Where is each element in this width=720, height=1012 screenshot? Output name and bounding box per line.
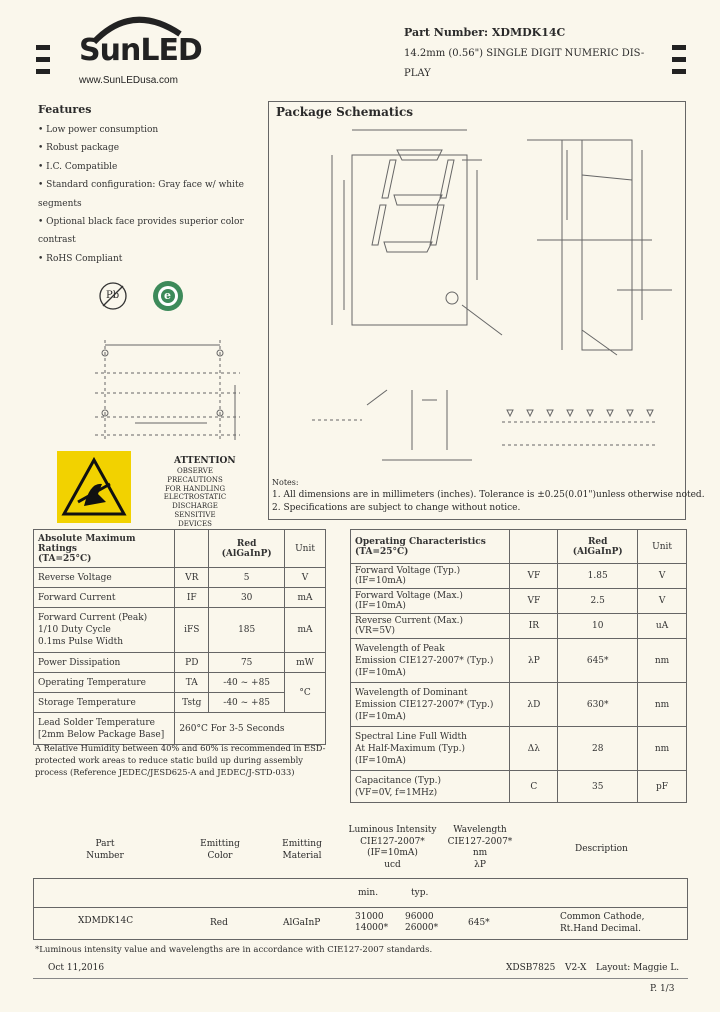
selection-header-intensity	[340, 825, 445, 871]
features-title: Features	[38, 103, 92, 116]
row-value: 1.85	[558, 564, 638, 589]
feature-item: contrast	[38, 235, 76, 246]
row-name	[351, 771, 510, 803]
row-name-line: Emission CIE127-2007* (Typ.)	[355, 699, 494, 710]
table-row	[34, 608, 326, 653]
row-symbol: VR	[175, 568, 209, 588]
table-row	[351, 614, 687, 639]
selection-color: Red	[210, 918, 228, 928]
row-symbol: Tstg	[175, 693, 209, 713]
selection-wavelength: 645*	[468, 918, 490, 928]
row-value: 10	[558, 614, 638, 639]
row-name	[351, 727, 510, 771]
row-name	[351, 683, 510, 727]
header-line: CIE127-2007*	[447, 836, 513, 847]
row-symbol: iFS	[175, 608, 209, 653]
feature-item: • Robust package	[38, 143, 120, 154]
op-char-header-unit: Unit	[638, 530, 687, 564]
footer-page: P. 1/3	[650, 984, 675, 994]
absolute-max-ratings-table	[33, 529, 326, 745]
website-url[interactable]: www.SunLEDusa.com	[79, 75, 178, 86]
attention-text	[150, 467, 240, 529]
row-symbol: Δλ	[510, 727, 558, 771]
feature-item: segments	[38, 198, 82, 209]
row-name-line: Wavelength of Peak	[355, 643, 445, 654]
table-row	[34, 693, 326, 713]
row-name-line: [2mm Below Package Base]	[38, 729, 165, 740]
row-name	[351, 639, 510, 683]
abs-max-header-title: Absolute Maximum Ratings	[38, 533, 136, 554]
row-value: -40 ~ +85	[209, 693, 285, 713]
row-name-line: Lead Solder Temperature	[38, 717, 155, 728]
header-line: Material	[282, 851, 322, 861]
notes-title: Notes:	[272, 478, 299, 487]
op-char-header-title: Operating Characteristics	[355, 536, 486, 547]
row-value: 5	[209, 568, 285, 588]
row-name: Forward Voltage (Typ.) (IF=10mA)	[351, 564, 510, 589]
table-row	[351, 589, 687, 614]
row-unit: pF	[638, 771, 687, 803]
note-2: 2. Specifications are subject to change without notice.	[272, 503, 521, 513]
selection-header-part	[60, 838, 150, 862]
attention-line: FOR HANDLING	[164, 484, 226, 493]
row-name-line: Forward Current (Peak)	[38, 613, 148, 623]
sunled-logo: SunLED	[79, 33, 202, 68]
operating-characteristics-table	[350, 529, 687, 803]
selection-header-material	[262, 838, 342, 862]
feature-item: • Low power consumption	[38, 125, 159, 135]
row-unit: °C	[285, 673, 326, 713]
footer-divider	[33, 978, 688, 979]
table-row	[34, 568, 326, 588]
part-description-line2: PLAY	[404, 68, 431, 79]
abs-max-header	[34, 530, 175, 568]
row-symbol: IF	[175, 588, 209, 608]
header-line: nm	[472, 848, 488, 858]
row-symbol: λD	[510, 683, 558, 727]
attention-line: SENSITIVE	[174, 510, 216, 519]
table-row	[34, 653, 326, 673]
row-symbol: PD	[175, 653, 209, 673]
part-number-title: Part Number: XDMDK14C	[404, 26, 566, 39]
footer-date: Oct 11,2016	[48, 963, 105, 973]
rohs-icon-letter: e	[164, 289, 171, 302]
package-schematics-title: Package Schematics	[276, 105, 414, 119]
attention-line: DEVICES	[178, 519, 212, 528]
row-unit: V	[285, 568, 326, 588]
row-value: -40 ~ +85	[209, 673, 285, 693]
feature-item: • Standard configuration: Gray face w/ white	[38, 180, 244, 191]
feature-item: • RoHS Compliant	[38, 253, 123, 264]
op-char-header-condition: (TA=25°C)	[355, 546, 409, 557]
header-line: Number	[86, 851, 124, 861]
row-symbol: VF	[510, 589, 558, 614]
row-name	[34, 713, 175, 745]
right-header-bars	[672, 45, 686, 81]
row-symbol: IR	[510, 614, 558, 639]
abs-max-footnote: A Relative Humidity between 40% and 60% is recommended in ESD-protected work areas to reduce static build up during assembly process (Reference JEDEC/JESD625-A and JEDEC/J-STD-033)	[35, 743, 326, 777]
header-line: λP	[474, 859, 486, 870]
feature-item: • I.C. Compatible	[38, 161, 118, 172]
op-char-header-color	[558, 530, 638, 564]
header-line: Emitting	[282, 839, 322, 849]
row-unit: V	[638, 589, 687, 614]
package-schematics-drawing	[272, 120, 682, 480]
row-unit: nm	[638, 639, 687, 683]
selection-min-value-1: 31000	[355, 912, 384, 922]
table-row	[351, 683, 687, 727]
row-name: Forward Voltage (Max.) (IF=10mA)	[351, 589, 510, 614]
abs-max-header-condition: (TA=25°C)	[38, 553, 92, 564]
part-description-line1: 14.2mm (0.56") SINGLE DIGIT NUMERIC DIS-	[404, 48, 645, 59]
row-name-line: Emission CIE127-2007* (Typ.)	[355, 655, 494, 666]
op-char-header-sym	[510, 530, 558, 564]
attention-title: ATTENTION	[174, 456, 236, 466]
row-name: Storage Temperature	[34, 693, 175, 713]
attention-line: OBSERVE PRECAUTIONS	[167, 467, 223, 484]
abs-max-header-color	[209, 530, 285, 568]
abs-max-header-sym	[175, 530, 209, 568]
selection-min-header: min.	[358, 888, 379, 898]
row-value: 28	[558, 727, 638, 771]
row-value: 75	[209, 653, 285, 673]
selection-description-1: Common Cathode,	[560, 912, 645, 922]
table-row	[34, 713, 326, 745]
row-unit: V	[638, 564, 687, 589]
op-char-header	[351, 530, 510, 564]
row-unit: nm	[638, 727, 687, 771]
row-symbol: VF	[510, 564, 558, 589]
selection-min-value-2: 14000*	[355, 923, 389, 933]
row-name: Operating Temperature	[34, 673, 175, 693]
table-row	[351, 639, 687, 683]
selection-description-2: Rt.Hand Decimal.	[560, 924, 641, 934]
header-line: ucd	[384, 859, 401, 870]
row-symbol: λP	[510, 639, 558, 683]
selection-header-description: Description	[575, 844, 628, 854]
row-name-line: Capacitance (Typ.)	[355, 775, 442, 786]
header-line: Wavelength	[453, 825, 507, 835]
table-row	[351, 564, 687, 589]
row-value: 630*	[558, 683, 638, 727]
row-unit: uA	[638, 614, 687, 639]
lead-free-label: Pb	[106, 290, 120, 301]
row-name-line: (IF=10mA)	[355, 755, 406, 766]
header-line: Part	[95, 839, 115, 849]
table-row	[351, 727, 687, 771]
row-name-line: At Half-Maximum (Typ.)	[355, 743, 465, 754]
row-name: Reverse Voltage	[34, 568, 175, 588]
header-line: Luminous Intensity	[348, 825, 437, 835]
header-line: (IF=10mA)	[367, 848, 418, 858]
row-value: 185	[209, 608, 285, 653]
table-row	[34, 588, 326, 608]
row-name: Forward Current	[34, 588, 175, 608]
features-list	[38, 121, 268, 268]
row-name-line: 1/10 Duty Cycle	[38, 625, 111, 635]
esd-warning-icon	[60, 454, 128, 520]
row-name	[34, 608, 175, 653]
row-symbol: C	[510, 771, 558, 803]
abs-max-header-material: (AlGaInP)	[221, 548, 272, 559]
row-name-line: (IF=10mA)	[355, 667, 406, 678]
left-header-bars	[36, 45, 50, 81]
row-value: 645*	[558, 639, 638, 683]
row-symbol: TA	[175, 673, 209, 693]
row-value: 30	[209, 588, 285, 608]
row-name-line: (IF=10mA)	[355, 711, 406, 722]
selection-typ-value-2: 26000*	[405, 923, 439, 933]
abs-max-header-unit: Unit	[285, 530, 326, 568]
footer-version: V2-X	[565, 963, 587, 973]
op-char-header-material: (AlGaInP)	[572, 546, 623, 557]
row-name-line: (VF=0V, f=1MHz)	[355, 787, 438, 798]
row-unit: nm	[638, 683, 687, 727]
row-name: Reverse Current (Max.) (VR=5V)	[351, 614, 510, 639]
footer-doc-number: XDSB7825	[506, 963, 556, 973]
header-line: Color	[207, 851, 233, 861]
attention-line: ELECTROSTATIC	[163, 493, 227, 502]
selection-typ-header: typ.	[411, 888, 429, 898]
row-value: 35	[558, 771, 638, 803]
row-name-line: Wavelength of Dominant	[355, 687, 468, 698]
selection-header-wavelength	[440, 825, 520, 871]
row-value: 260°C For 3-5 Seconds	[175, 713, 326, 745]
table-row	[34, 673, 326, 693]
footer-layout: Layout: Maggie L.	[596, 963, 680, 973]
row-unit: mA	[285, 608, 326, 653]
row-unit: mW	[285, 653, 326, 673]
selection-material: AlGaInP	[283, 918, 321, 928]
bottom-view-drawing	[95, 335, 270, 445]
selection-footnote: *Luminous intensity value and wavelengths are in accordance with CIE127-2007 standards.	[35, 945, 433, 955]
selection-header-color	[180, 838, 260, 862]
attention-line: DISCHARGE	[172, 502, 218, 511]
header-line: CIE127-2007*	[360, 836, 425, 847]
row-value: 2.5	[558, 589, 638, 614]
row-name: Power Dissipation	[34, 653, 175, 673]
selection-part-number: XDMDK14C	[78, 916, 134, 926]
row-name-line: 0.1ms Pulse Width	[38, 637, 124, 647]
selection-typ-value-1: 96000	[405, 912, 434, 922]
table-row	[351, 771, 687, 803]
note-1: 1. All dimensions are in millimeters (inches). Tolerance is ±0.25(0.01")unless otherwise noted.	[272, 490, 705, 500]
row-name-line: Spectral Line Full Width	[355, 731, 467, 742]
header-line: Emitting	[200, 839, 240, 849]
row-unit: mA	[285, 588, 326, 608]
feature-item: • Optional black face provides superior color	[38, 217, 244, 228]
op-char-header-red: Red	[587, 536, 608, 547]
abs-max-header-red: Red	[236, 538, 257, 549]
